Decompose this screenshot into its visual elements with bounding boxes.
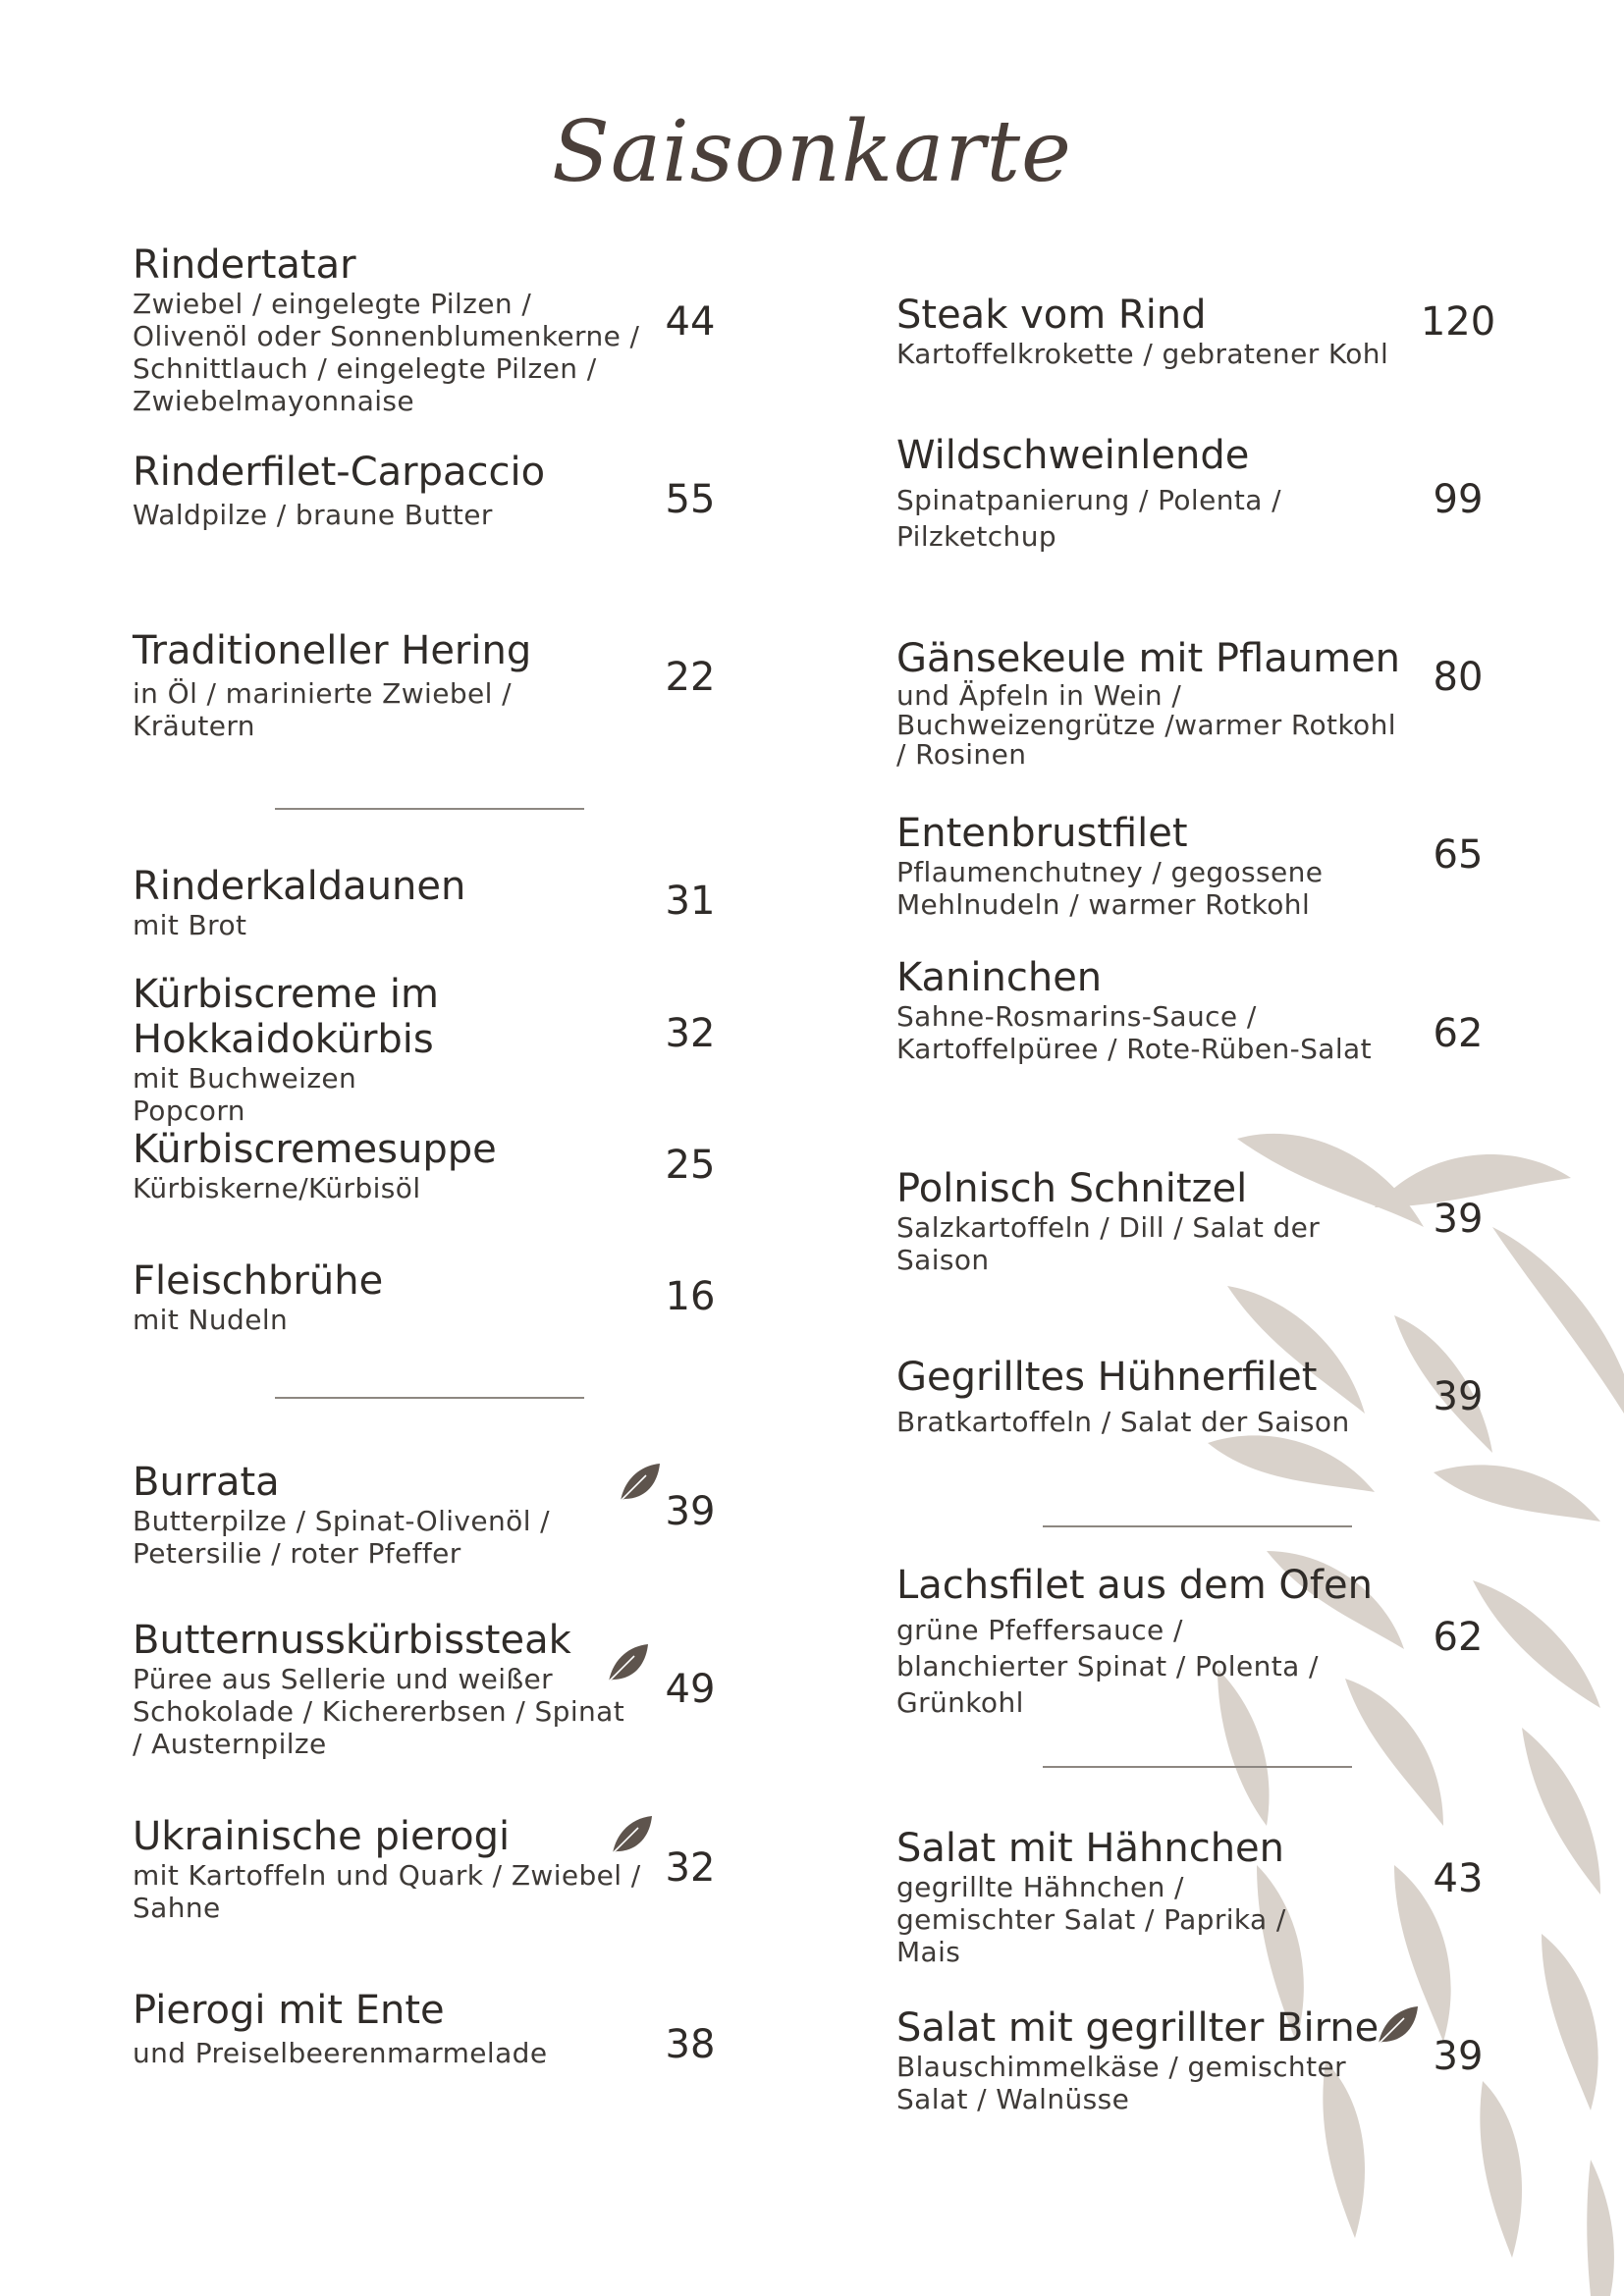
dish-name: Ukrainische pierogi [133,1814,511,1859]
dish-name: Kaninchen [896,955,1103,1000]
dish-name: Butternusskürbissteak [133,1618,571,1663]
dish-name: Traditioneller Hering [133,628,532,673]
dish-name: Gänsekeule mit Pflaumen [896,636,1401,681]
dish-price: 32 [665,1845,716,1891]
dish-description: mit Kartoffeln und Quark / Zwiebel / Sahne [133,1859,641,1924]
dish-description: in Öl / marinierte Zwiebel / Kräutern [133,677,512,742]
dish-price: 32 [665,1011,716,1056]
menu-item [133,628,643,742]
menu-item [896,955,1407,1065]
dish-name: Rindertatar [133,242,356,288]
dish-name: Kürbiscreme im Hokkaidokürbis [133,972,439,1062]
menu-item [896,636,1407,770]
dish-description: gegrillte Hähnchen / gemischter Salat / Paprika / Mais [896,1871,1286,1968]
dish-name: Steak vom Rind [896,293,1207,338]
menu-item [133,864,643,941]
menu-item [133,1258,643,1336]
section-divider [1043,1766,1352,1768]
dish-price: 65 [1433,832,1484,878]
menu-item [896,811,1328,921]
dish-name: Entenbrustfilet [896,811,1188,856]
menu-title: Saisonkarte [552,103,1072,201]
menu-item [133,1127,643,1204]
dish-name: Rinderfilet-Carpaccio [133,450,546,495]
dish-name: Salat mit Hähnchen [896,1826,1284,1871]
dish-name: Gegrilltes Hühnerfilet [896,1355,1318,1400]
dish-name: Pierogi mit Ente [133,1988,445,2033]
dish-description: Sahne-Rosmarins-Sauce / Kartoffelpüree / Rote-Rüben-Salat [896,1000,1372,1065]
dish-description: grüne Pfeffersauce / blanchierter Spinat / Polenta / Grünkohl [896,1614,1319,1719]
menu-item [896,1355,1407,1438]
dish-description: Kartoffelkrokette / gebratener Kohl [896,338,1389,370]
menu-item [133,1814,643,1924]
dish-price: 38 [665,2022,716,2067]
dish-price: 39 [665,1489,716,1534]
menu-item [896,433,1309,555]
section-divider [275,1397,584,1399]
dish-price: 120 [1420,299,1496,345]
dish-name: Fleischbrühe [133,1258,384,1304]
dish-description: Bratkartoffeln / Salat der Saison [896,1406,1350,1438]
menu-item [133,972,457,1127]
dish-price: 62 [1433,1011,1484,1056]
dish-description: Pflaumenchutney / gegossene Mehlnudeln / warmer Rotkohl [896,856,1324,921]
dish-price: 39 [1433,1197,1484,1242]
menu-item [896,2005,1407,2115]
dish-price: 16 [665,1274,716,1319]
dish-price: 25 [665,1143,716,1188]
menu-item [896,1826,1328,1968]
dish-description: Zwiebel / eingelegte Pilzen / Olivenöl oder Sonnenblumenkerne / Schnittlauch / eingelegte Pilzen / Zwiebelmayonnaise [133,288,640,417]
dish-price: 62 [1433,1615,1484,1660]
dish-description: und Äpfeln in Wein / Buchweizengrütze /warmer Rotkohl / Rosinen [896,679,1396,771]
menu-item [896,293,1407,370]
dish-name: Salat mit gegrillter Birne [896,2005,1380,2051]
dish-price: 39 [1433,1374,1484,1419]
dish-price: 39 [1433,2034,1484,2079]
menu-item [133,242,643,417]
dish-description: Püree aus Sellerie und weißer Schokolade / Kichererbsen / Spinat / Austernpilze [133,1663,625,1760]
dish-name: Burrata [133,1460,280,1505]
dish-price: 49 [665,1667,716,1712]
dish-price: 80 [1433,655,1484,700]
section-divider [275,808,584,810]
menu-item [133,1618,643,1760]
dish-price: 55 [665,477,716,522]
dish-description: Kürbiskerne/Kürbisöl [133,1172,421,1204]
dish-name: Rinderkaldaunen [133,864,466,909]
menu-item [896,1563,1373,1721]
dish-description: Salzkartoffeln / Dill / Salat der Saison [896,1211,1321,1276]
menu-item [133,1460,643,1570]
dish-description: Butterpilze / Spinat-Olivenöl / Petersilie / roter Pfeffer [133,1505,551,1570]
dish-name: Lachsfilet aus dem Ofen [896,1563,1373,1608]
dish-price: 44 [665,299,716,345]
dish-description: Blauschimmelkäse / gemischter Salat / Walnüsse [896,2051,1346,2115]
dish-price: 31 [665,879,716,924]
menu-item [896,1166,1328,1276]
section-divider [1043,1525,1352,1527]
dish-name: Wildschweinlende [896,433,1250,478]
menu-item [133,450,643,531]
dish-price: 99 [1433,477,1484,522]
dish-price: 43 [1433,1856,1484,1901]
dish-price: 22 [665,655,716,700]
dish-name: Kürbiscremesuppe [133,1127,497,1172]
dish-description: Spinatpanierung / Polenta / Pilzketchup [896,484,1281,553]
dish-description: Waldpilze / braune Butter [133,499,493,531]
dish-name: Polnisch Schnitzel [896,1166,1248,1211]
dish-description: mit Buchweizen Popcorn [133,1062,357,1127]
menu-item [133,1988,643,2069]
dish-description: mit Brot [133,909,247,941]
dish-description: und Preiselbeerenmarmelade [133,2037,548,2069]
dish-description: mit Nudeln [133,1304,289,1336]
